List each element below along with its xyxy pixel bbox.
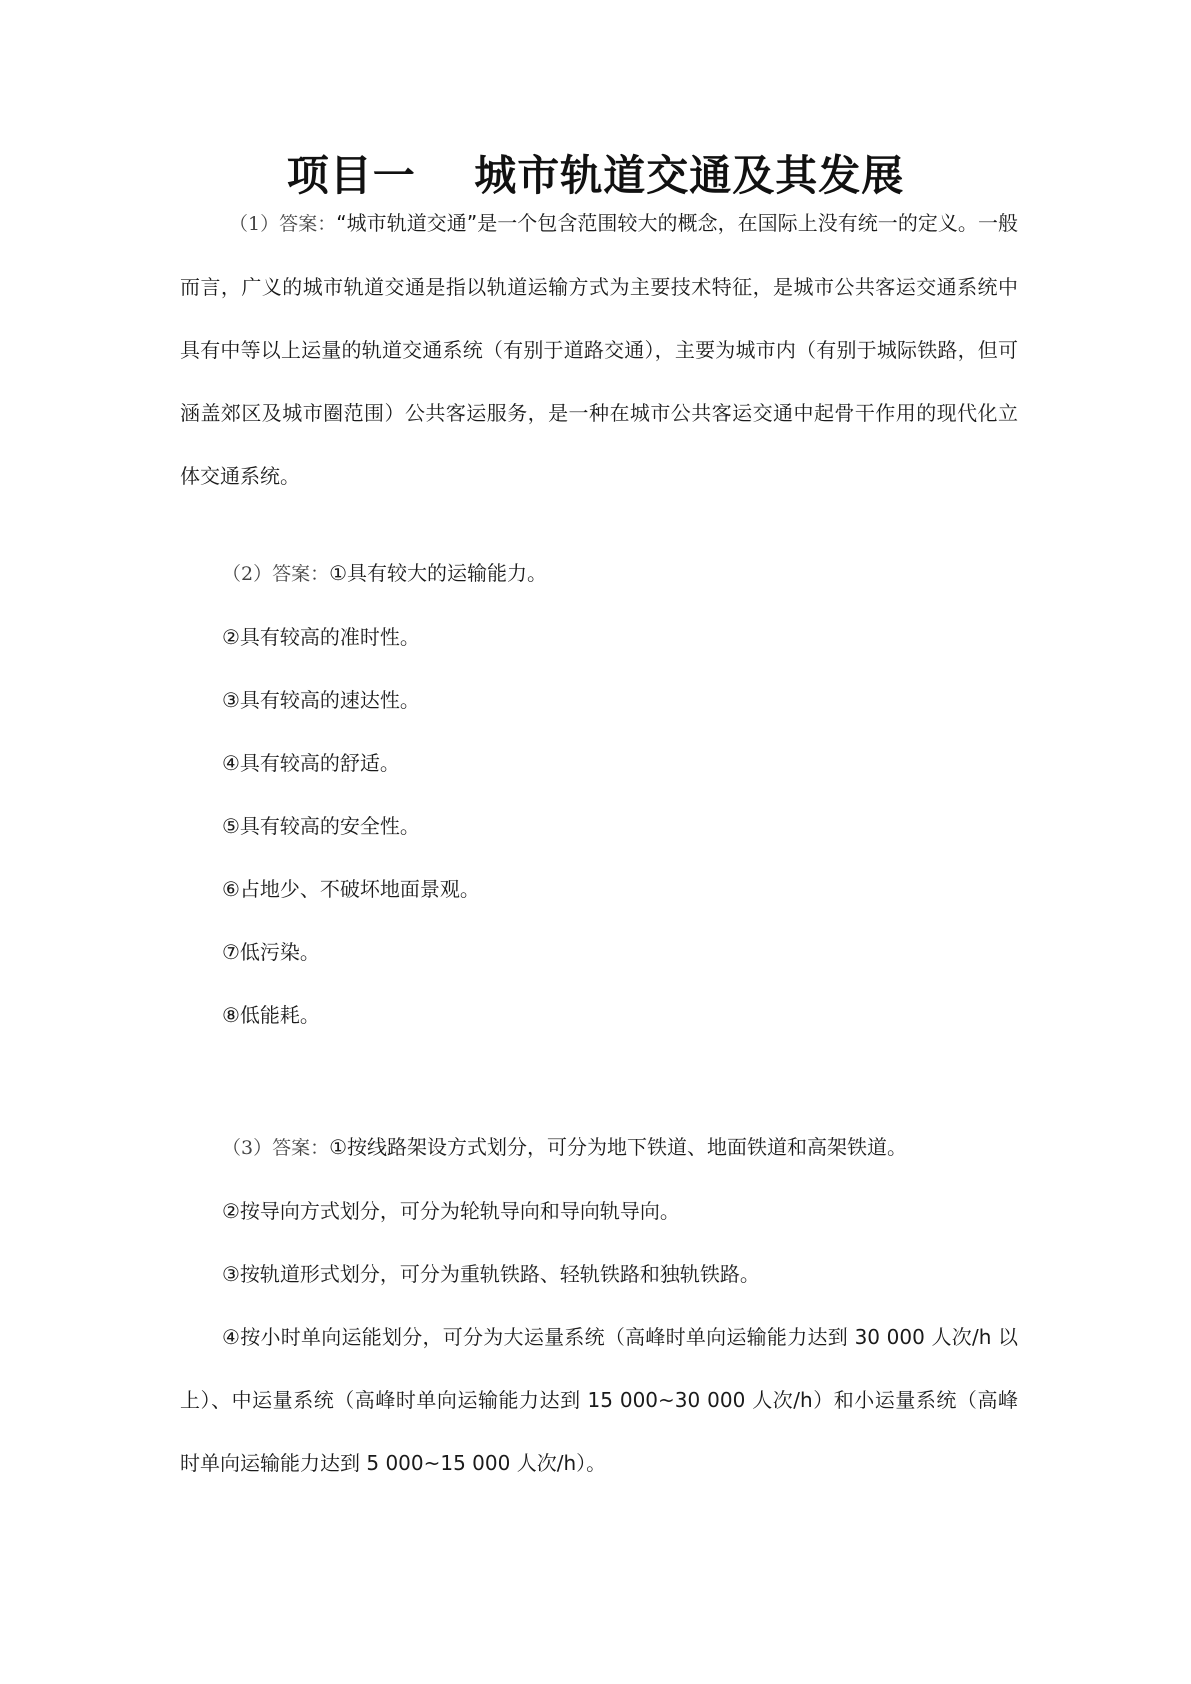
answer-2-item — [180, 542, 1018, 606]
answer-3-item: ③按轨道形式划分，可分为重轨铁路、轻轨铁路和独轨铁路。 — [222, 1262, 760, 1286]
answer-2-prefix: （2）答案： — [222, 563, 330, 585]
answer-2 — [180, 542, 1018, 1047]
answer-2-item: ⑧低能耗。 — [222, 1003, 320, 1027]
answer-1-paragraph — [180, 192, 1018, 508]
answer-2-item: ⑥占地少、不破坏地面景观。 — [222, 877, 480, 901]
answer-3-item — [180, 1116, 1018, 1180]
answer-2-item: ⑦低污染。 — [222, 940, 320, 964]
answer-2-item-text: ①具有较大的运输能力。 — [329, 561, 548, 585]
answer-2-item: ③具有较高的速达性。 — [222, 688, 420, 712]
answer-1-prefix: （1）答案： — [229, 213, 337, 235]
answer-1 — [180, 192, 1018, 508]
answer-3-item: ②按导向方式划分，可分为轮轨导向和导向轨导向。 — [222, 1199, 680, 1223]
answer-2-item: ⑤具有较高的安全性。 — [222, 814, 420, 838]
answer-3-prefix: （3）答案： — [222, 1137, 330, 1159]
answer-3-item-text: ①按线路架设方式划分，可分为地下铁道、地面铁道和高架铁道。 — [329, 1135, 908, 1159]
answer-1-text: “城市轨道交通”是一个包含范围较大的概念，在国际上没有统一的定义。一般而言，广义的城市轨道交通是指以轨道运输方式为主要技术特征，是城市公共客运交通系统中具有中等以上运量的轨道交通系统（有别于道路交通），主要为城市内（有别于城际铁路，但可涵盖郊区及城市圈范围）公共客运服务，是一种在城市公共客运交通中起骨干作用的现代化立体交通系统。 — [180, 211, 1018, 488]
answer-3-item: ④按小时单向运能划分，可分为大运量系统（高峰时单向运输能力达到 30 000 人次/h 以上）、中运量系统（高峰时单向运输能力达到 15 000~30 000 人次/h）和小运量系统（高峰时单向运输能力达到 5 000~15 000 人次/h）。 — [180, 1325, 1018, 1475]
answer-2-item: ④具有较高的舒适。 — [222, 751, 400, 775]
answer-3 — [180, 1116, 1018, 1495]
page-title: 项目一 城市轨道交通及其发展 — [286, 151, 905, 200]
answer-2-item: ②具有较高的准时性。 — [222, 625, 420, 649]
